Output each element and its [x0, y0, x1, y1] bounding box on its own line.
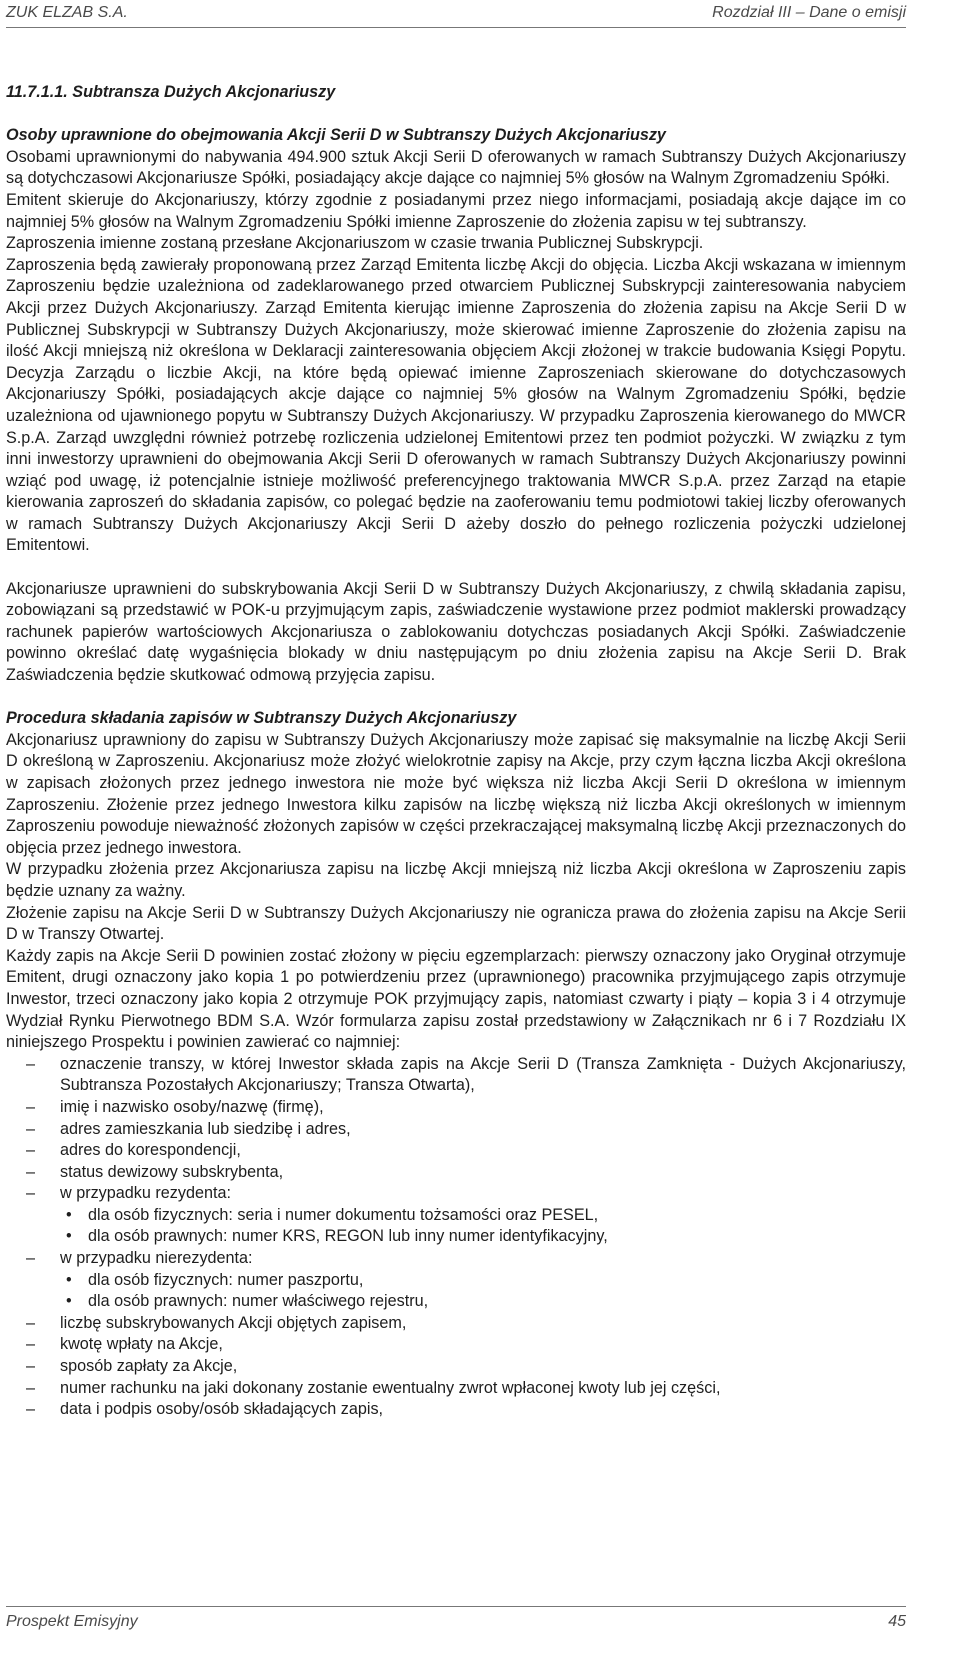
sublist-item: • dla osób prawnych: numer właściwego rejestru,: [60, 1291, 906, 1313]
list-item: – liczbę subskrybowanych Akcji objętych zapisem,: [6, 1313, 906, 1335]
paragraph-invitations-sent: Zaproszenia imienne zostaną przesłane Akcjonariuszom w czasie trwania Publicznej Subskrypcji.: [6, 234, 704, 253]
list-item: – numer rachunku na jaki dokonany zostanie ewentualny zwrot wpłaconej kwoty lub jej części,: [6, 1378, 906, 1400]
paragraph-invitation-contents: Zaproszenia będą zawierały proponowaną przez Zarząd Emitenta liczbę Akcji do objęcia. Liczba Akcji wskazana w imiennym Zaproszeniu będzie uzależniona od zadeklarowanego przed otwarciem Publicznej Subskrypcji zainteresowania nabyciem Akcji przez Dużych Akcjonariuszy. Zarząd Emitenta kierując imienne Zaproszenia do złożenia zapisu na Akcje Serii D w Publicznej Subskrypcji w Subtranszy Dużych Akcjonariuszy, może skierować imienne Zaproszenie do złożenia zapisu na ilość Akcji mniejszą niż określona w Deklaracji zainteresowania objęciem Akcji złożonej w trakcie budowania Księgi Popytu. Decyzja Zarządu o liczbie Akcji, na które będą opiewać imienne Zaproszeniach skierowane do dotychczasowych Akcjonariuszy Spółki, posiadających akcje dające co najmniej 5% głosów na Walnym Zgromadzeniu Spółki, będzie uzależniona od ujawnionego popytu w Subtranszy Dużych Akcjonariuszy. W przypadku Zaproszenia kierowanego do MWCR S.p.A. Zarząd uwzględni również potrzebę rozliczenia udzielonej Emitentowi przez ten podmiot pożyczki. W związku z tym inni inwestorzy uprawnieni do obejmowania Akcji Serii D oferowanych w ramach Subtranszy Dużych Akcjonariuszy powinni wziąć pod uwagę, iż potencjalnie istnieje możliwość preferencyjnego traktowania MWCR S.p.A. przez Zarząd na etapie kierowania zaproszeń do składania zapisów, co polegać będzie na zaoferowaniu temu podmiotowi takiej liczby oferowanych w ramach Subtranszy Dużych Akcjonariuszy Akcji Serii D ażeby doszło do pełnego rozliczenia pożyczki udzielonej Emitentowi.: [6, 255, 906, 555]
sublist-item: • dla osób prawnych: numer KRS, REGON lub inny numer identyfikacyjny,: [60, 1226, 906, 1248]
page-number: 45: [888, 1613, 906, 1630]
footer-title: Prospekt Emisyjny: [6, 1613, 138, 1630]
subsection-heading-eligible: Osoby uprawnione do obejmowania Akcji Serii D w Subtranszy Dużych Akcjonariuszy: [6, 126, 666, 145]
list-item: – status dewizowy subskrybenta,: [6, 1162, 906, 1184]
footer-divider: [6, 1606, 906, 1607]
paragraph-certificate: Akcjonariusze uprawnieni do subskrybowania Akcji Serii D w Subtranszy Dużych Akcjonariuszy, z chwilą składania zapisu, zobowiązani są przedstawić w POK-u przyjmującym zapis, zaświadczenie wystawione przez podmiot maklerski prowadzący rachunek papierów wartościowych Akcjonariusza o zablokowaniu dotychczas posiadanych Akcji Spółki. Zaświadczenie powinno określać datę wygaśnięcia blokady w dniu następującym po dniu złożenia zapisu na Akcje Serii D. Brak Zaświadczenia będzie skutkować odmową przyjęcia zapisu.: [6, 579, 906, 685]
sublist-item: • dla osób fizycznych: numer paszportu,: [60, 1270, 906, 1292]
list-item: – sposób zapłaty za Akcje,: [6, 1356, 906, 1378]
required-fields-list: [6, 1054, 906, 1421]
document-body: [6, 82, 906, 1421]
header-chapter: Rozdział III – Dane o emisji: [712, 4, 906, 21]
nonresident-sublist: [60, 1270, 906, 1313]
page-footer: [6, 1611, 906, 1635]
list-item: – data i podpis osoby/osób składających zapis,: [6, 1399, 906, 1421]
sublist-item: • dla osób fizycznych: seria i numer dokumentu tożsamości oraz PESEL,: [60, 1205, 906, 1227]
subsection-heading-procedure: Procedura składania zapisów w Subtranszy Dużych Akcjonariuszy: [6, 709, 517, 728]
list-item: – adres do korespondencji,: [6, 1140, 906, 1162]
paragraph-open-tranche: Złożenie zapisu na Akcje Serii D w Subtranszy Dużych Akcjonariuszy nie ogranicza prawa do złożenia zapisu na Akcje Serii D w Transzy Otwartej.: [6, 903, 906, 944]
paragraph-invitations: Emitent skieruje do Akcjonariuszy, którzy zgodnie z posiadanymi przez niego informacjami, posiadają akcje dające im co najmniej 5% głosów na Walnym Zgromadzeniu Spółki imienne Zaproszenie do złożenia zapisu w tej subtranszy.: [6, 190, 906, 231]
header-company: ZUK ELZAB S.A.: [6, 4, 128, 21]
list-item: – w przypadku nierezydenta: • dla osób fizycznych: numer paszportu, • dla osób prawnych: numer właściwego rejestru,: [6, 1248, 906, 1313]
header-divider: [6, 27, 906, 28]
list-item: – imię i nazwisko osoby/nazwę (firmę),: [6, 1097, 906, 1119]
list-item: – adres zamieszkania lub siedzibę i adres,: [6, 1119, 906, 1141]
section-heading: 11.7.1.1. Subtransza Dużych Akcjonariuszy: [6, 83, 336, 101]
paragraph-max-subscription: Akcjonariusz uprawniony do zapisu w Subtranszy Dużych Akcjonariuszy może zapisać się maksymalnie na liczbę Akcji Serii D określoną w Zaproszeniu. Akcjonariusz może złożyć wielokrotnie zapisy na Akcje, przy czym łączna liczba Akcji określona w zapisach złożonych przez jednego inwestora nie może być większa niż liczba Akcji Serii D określona w imiennym Zaproszeniu. Złożenie przez jednego Inwestora kilku zapisów na liczbę większą niż liczba Akcji określonych w imiennym Zaproszeniu powoduje nieważność złożonych zapisów w części przekraczającej maksymalną liczbę Akcji przeznaczonych do objęcia przez jednego inwestora.: [6, 730, 906, 857]
page-header: [6, 2, 906, 26]
list-item: – oznaczenie transzy, w której Inwestor składa zapis na Akcje Serii D (Transza Zamknięta - Dużych Akcjonariuszy, Subtransza Pozostałych Akcjonariuszy; Transza Otwarta),: [6, 1054, 906, 1097]
paragraph-smaller-subscription: W przypadku złożenia przez Akcjonariusza zapisu na liczbę Akcji mniejszą niż liczba Akcji określona w Zaproszeniu zapis będzie uznany za ważny.: [6, 860, 906, 900]
paragraph-eligible-persons: Osobami uprawnionymi do nabywania 494.900 sztuk Akcji Serii D oferowanych w ramach Subtranszy Dużych Akcjonariuszy są dotychczasowi Akcjonariusze Spółki, posiadający akcje dające co najmniej 5% głosów na Walnym Zgromadzeniu Spółki.: [6, 147, 906, 188]
list-item: – w przypadku rezydenta: • dla osób fizycznych: seria i numer dokumentu tożsamości oraz PESEL, • dla osób prawnych: numer KRS, REGON lub inny numer identyfikacyjny,: [6, 1183, 906, 1248]
paragraph-copies: Każdy zapis na Akcje Serii D powinien zostać złożony w pięciu egzemplarzach: pierwszy oznaczony jako Oryginał otrzymuje Emitent, drugi oznaczony jako kopia 1 po potwierdzeniu przez (uprawnionego) pracownika przyjmującego zapis otrzymuje Inwestor, trzeci oznaczony jako kopia 2 otrzymuje POK przyjmujący zapis, natomiast czwarty i piąty – kopia 3 i 4 otrzymuje Wydział Rynku Pierwotnego BDM S.A. Wzór formularza zapisu został przedstawiony w Załącznikach nr 6 i 7 Rozdziału IX niniejszego Prospektu i powinien zawierać co najmniej:: [6, 946, 906, 1052]
resident-sublist: [60, 1205, 906, 1248]
list-item: – kwotę wpłaty na Akcje,: [6, 1334, 906, 1356]
